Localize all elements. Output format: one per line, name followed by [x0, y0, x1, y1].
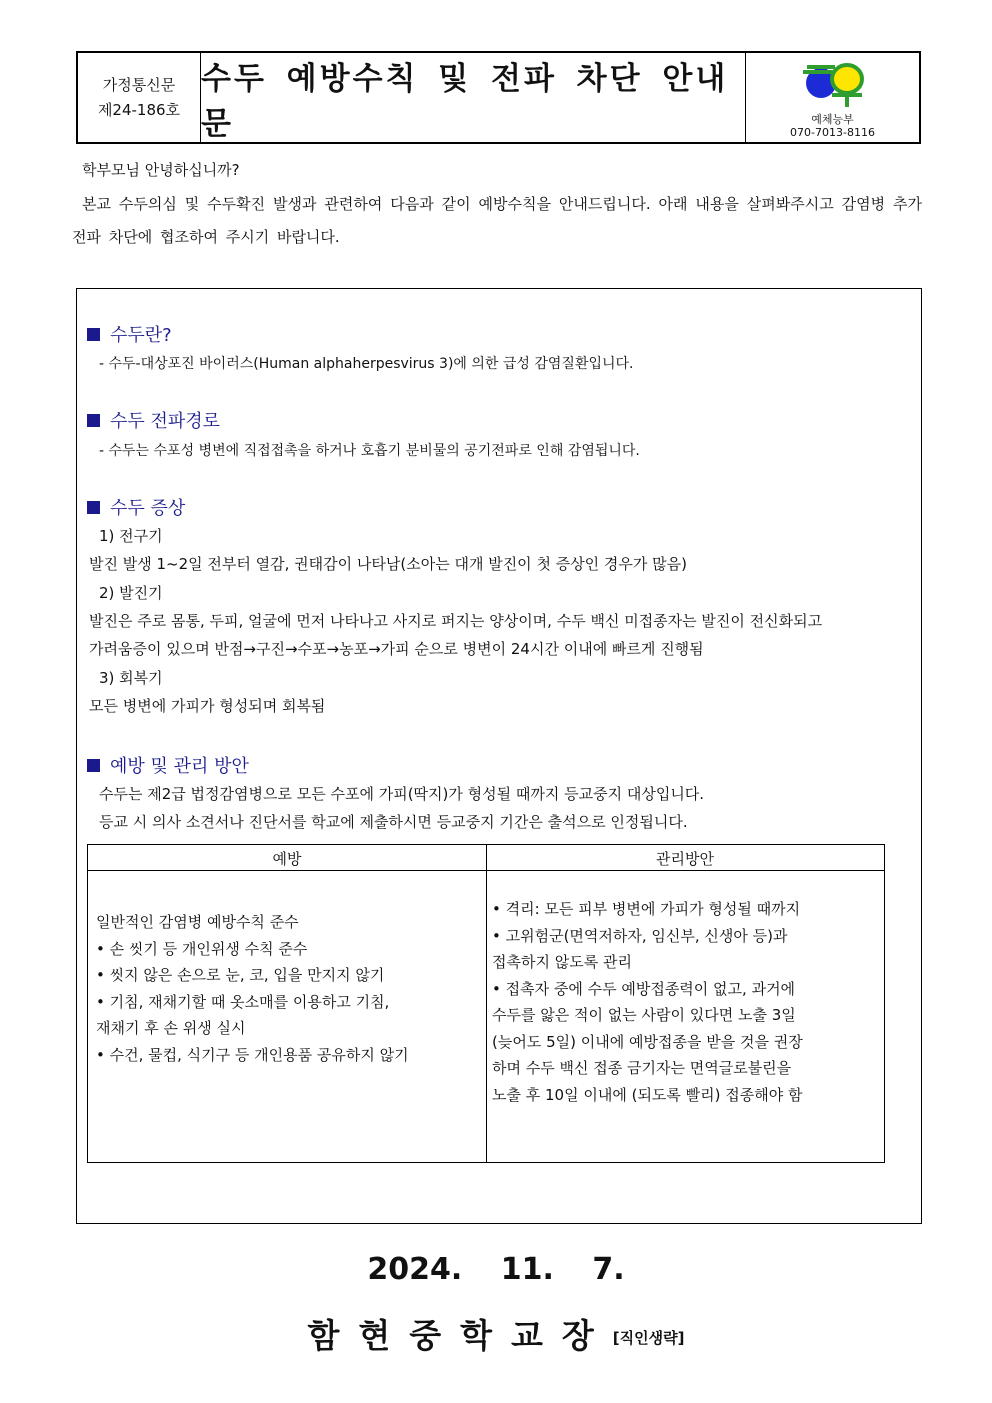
square-bullet-icon	[87, 759, 100, 772]
table-cell-line: 노출 후 10일 이내에 (되도록 빨리) 접종해야 함	[492, 1085, 803, 1104]
section-heading-label: 예방 및 관리 방안	[110, 756, 249, 777]
section-heading-prevention	[87, 752, 249, 778]
table-cell-line: • 격리: 모든 피부 병변에 가피가 형성될 때까지	[492, 900, 801, 918]
symptom-stage-1-title: 1) 전구기	[99, 527, 163, 545]
department-logo-box	[745, 53, 919, 142]
table-cell-line: • 수건, 물컵, 식기구 등 개인용품 공유하지 않기	[96, 1045, 409, 1064]
table-cell-line: (늦어도 5일) 이내에 예방접종을 받을 것을 권장	[492, 1032, 803, 1051]
department-name: 예체능부	[811, 113, 854, 126]
table-cell-line: • 기침, 재채기할 때 옷소매를 이용하고 기침,	[96, 992, 390, 1011]
table-cell-line: 수두를 앓은 적이 없는 사람이 있다면 노출 3일	[492, 1006, 796, 1024]
table-cell-line: 하며 수두 백신 접종 금기자는 면역글로불린을	[492, 1059, 792, 1077]
symptom-stage-2-text-2: 가려움증이 있으며 반점→구진→수포→농포→가피 순으로 병변이 24시간 이내에 빠르게 진행됨	[89, 640, 704, 658]
table-cell-line: • 씻지 않은 손으로 눈, 코, 입을 만지지 않기	[96, 966, 385, 984]
section-heading-route	[87, 407, 220, 433]
intro-paragraph: 본교 수두의심 및 수두확진 발생과 관련하여 다음과 같이 예방수칙을 안내드립니다. 아래 내용을 살펴봐주시고 감염병 추가 전파 차단에 협조하여 주시기 바랍니다.	[72, 195, 922, 246]
date-year: 2024.	[367, 1252, 463, 1287]
section-text-route: - 수두는 수포성 병변에 직접접촉을 하거나 호흡기 분비물의 공기전파로 인해 감염됩니다.	[99, 443, 640, 459]
square-bullet-icon	[87, 501, 100, 514]
table-cell-line: • 손 씻기 등 개인위생 수칙 준수	[96, 939, 308, 958]
prevention-text-2: 등교 시 의사 소견서나 진단서를 학교에 제출하시면 등교중지 기간은 출석으로 인정됩니다.	[99, 813, 688, 831]
date-day: 7.	[592, 1252, 625, 1287]
table-cell-line: • 고위험군(면역저하자, 임신부, 신생아 등)과	[492, 926, 788, 945]
section-text-what: - 수두-대상포진 바이러스(Human alphaherpesvirus 3)에 의한 급성 감염질환입니다.	[99, 356, 634, 372]
section-heading-label: 수두 증상	[110, 498, 186, 519]
table-header-divider	[88, 870, 884, 871]
table-cell-management	[492, 896, 803, 1108]
symptom-stage-2-text-1: 발진은 주로 몸통, 두피, 얼굴에 먼저 나타나고 사지로 퍼지는 양상이며, 수두 백신 미접종자는 발진이 전신화되고	[89, 612, 823, 630]
date-month: 11.	[500, 1252, 554, 1287]
seal-omitted-note: [직인생략]	[612, 1329, 685, 1347]
section-heading-label: 수두 전파경로	[110, 411, 221, 432]
section-heading-symptoms	[87, 494, 185, 520]
document-title: 수두 예방수칙 및 전파 차단 안내문	[201, 60, 729, 142]
table-header-prevention: 예방	[272, 850, 302, 868]
table-cell-line: 재채기 후 손 위생 실시	[96, 1019, 246, 1037]
main-content-box	[76, 288, 922, 1224]
table-cell-line: 접촉하지 않도록 관리	[492, 953, 632, 971]
prevention-text-1: 수두는 제2급 법정감염병으로 모든 수포에 가피(딱지)가 형성될 때까지 등교중지 대상입니다.	[99, 785, 705, 803]
table-cell-prevention	[96, 909, 409, 1068]
department-phone: 070-7013-8116	[790, 126, 875, 139]
symptom-stage-1-text: 발진 발생 1~2일 전부터 열감, 권태감이 나타남(소아는 대개 발진이 첫 증상인 경우가 많음)	[89, 555, 688, 573]
table-column-divider	[486, 845, 487, 1162]
section-heading-what	[87, 321, 172, 347]
signature-line	[0, 1310, 992, 1357]
prevention-management-table	[87, 844, 885, 1163]
greeting-text: 학부모님 안녕하십니까?	[82, 161, 240, 179]
department-contact	[746, 113, 919, 139]
symptom-stage-3-title: 3) 회복기	[99, 669, 163, 687]
issue-number: 제24-186호	[97, 100, 181, 119]
square-bullet-icon	[87, 328, 100, 341]
issue-info	[78, 53, 201, 142]
square-bullet-icon	[87, 414, 100, 427]
section-heading-label: 수두란?	[110, 325, 172, 346]
document-header	[76, 51, 921, 144]
symptom-stage-2-title: 2) 발진기	[99, 584, 163, 602]
symptom-stage-3-text: 모든 병변에 가피가 형성되며 회복됨	[89, 697, 326, 715]
table-header-management: 관리방안	[656, 850, 714, 868]
school-principal: 함현중학교장	[307, 1316, 613, 1355]
table-cell-line: • 접촉자 중에 수두 예방접종력이 없고, 과거에	[492, 979, 796, 998]
table-cell-line: 일반적인 감염병 예방수칙 준수	[96, 913, 299, 931]
document-date	[0, 1252, 992, 1287]
issue-type: 가정통신문	[102, 75, 176, 94]
department-logo-icon	[800, 59, 866, 111]
